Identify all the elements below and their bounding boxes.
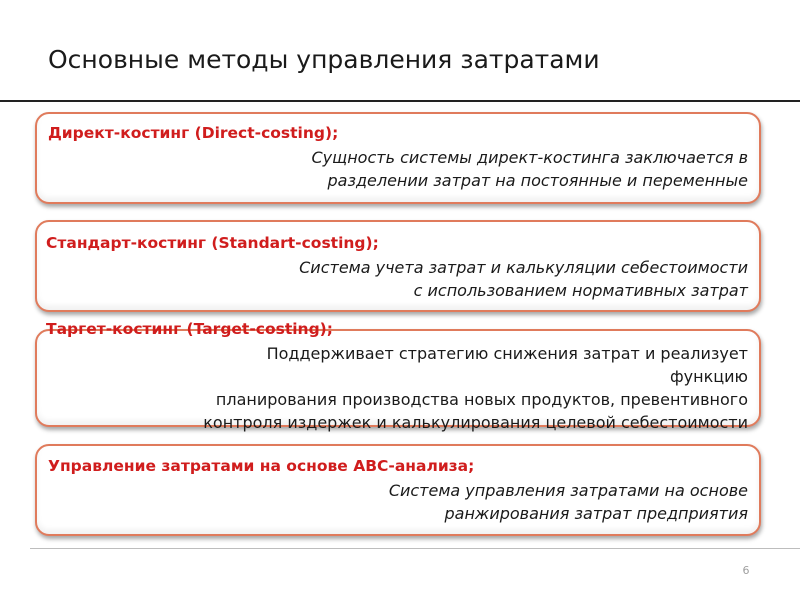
description-line: функцию (669, 367, 748, 386)
method-description-direct-costing (311, 146, 748, 192)
description-line: ранжирования затрат предприятия (444, 504, 748, 523)
description-line: Система учета затрат и калькуляции себестоимости (299, 258, 748, 277)
page-number: 6 (742, 564, 750, 577)
description-line: Система управления затратами на основе (388, 481, 748, 500)
method-description-target-costing (203, 342, 748, 434)
description-line: Сущность системы директ-костинга заключается в (311, 148, 748, 167)
description-line: с использованием нормативных затрат (413, 281, 748, 300)
method-title-direct-costing: Директ-костинг (Direct-costing); (48, 124, 339, 142)
method-title-standart-costing: Стандарт-костинг (Standart-costing); (46, 234, 379, 252)
method-description-standart-costing (299, 256, 748, 302)
description-line: Поддерживает стратегию снижения затрат и реализует (266, 344, 748, 363)
method-title-abc-analysis: Управление затратами на основе АВС-анализа; (48, 457, 475, 475)
slide-title: Основные методы управления затратами (48, 45, 600, 74)
footer-divider (30, 548, 800, 549)
method-title-target-costing: Таргет-костинг (Target-costing); (46, 320, 333, 338)
description-line: планирования производства новых продуктов, превентивного (215, 390, 748, 409)
title-divider (0, 100, 800, 102)
method-description-abc-analysis (389, 479, 748, 525)
description-line: контроля издержек и калькулирования целевой себестоимости (203, 413, 748, 432)
description-line: разделении затрат на постоянные и переменные (327, 171, 748, 190)
